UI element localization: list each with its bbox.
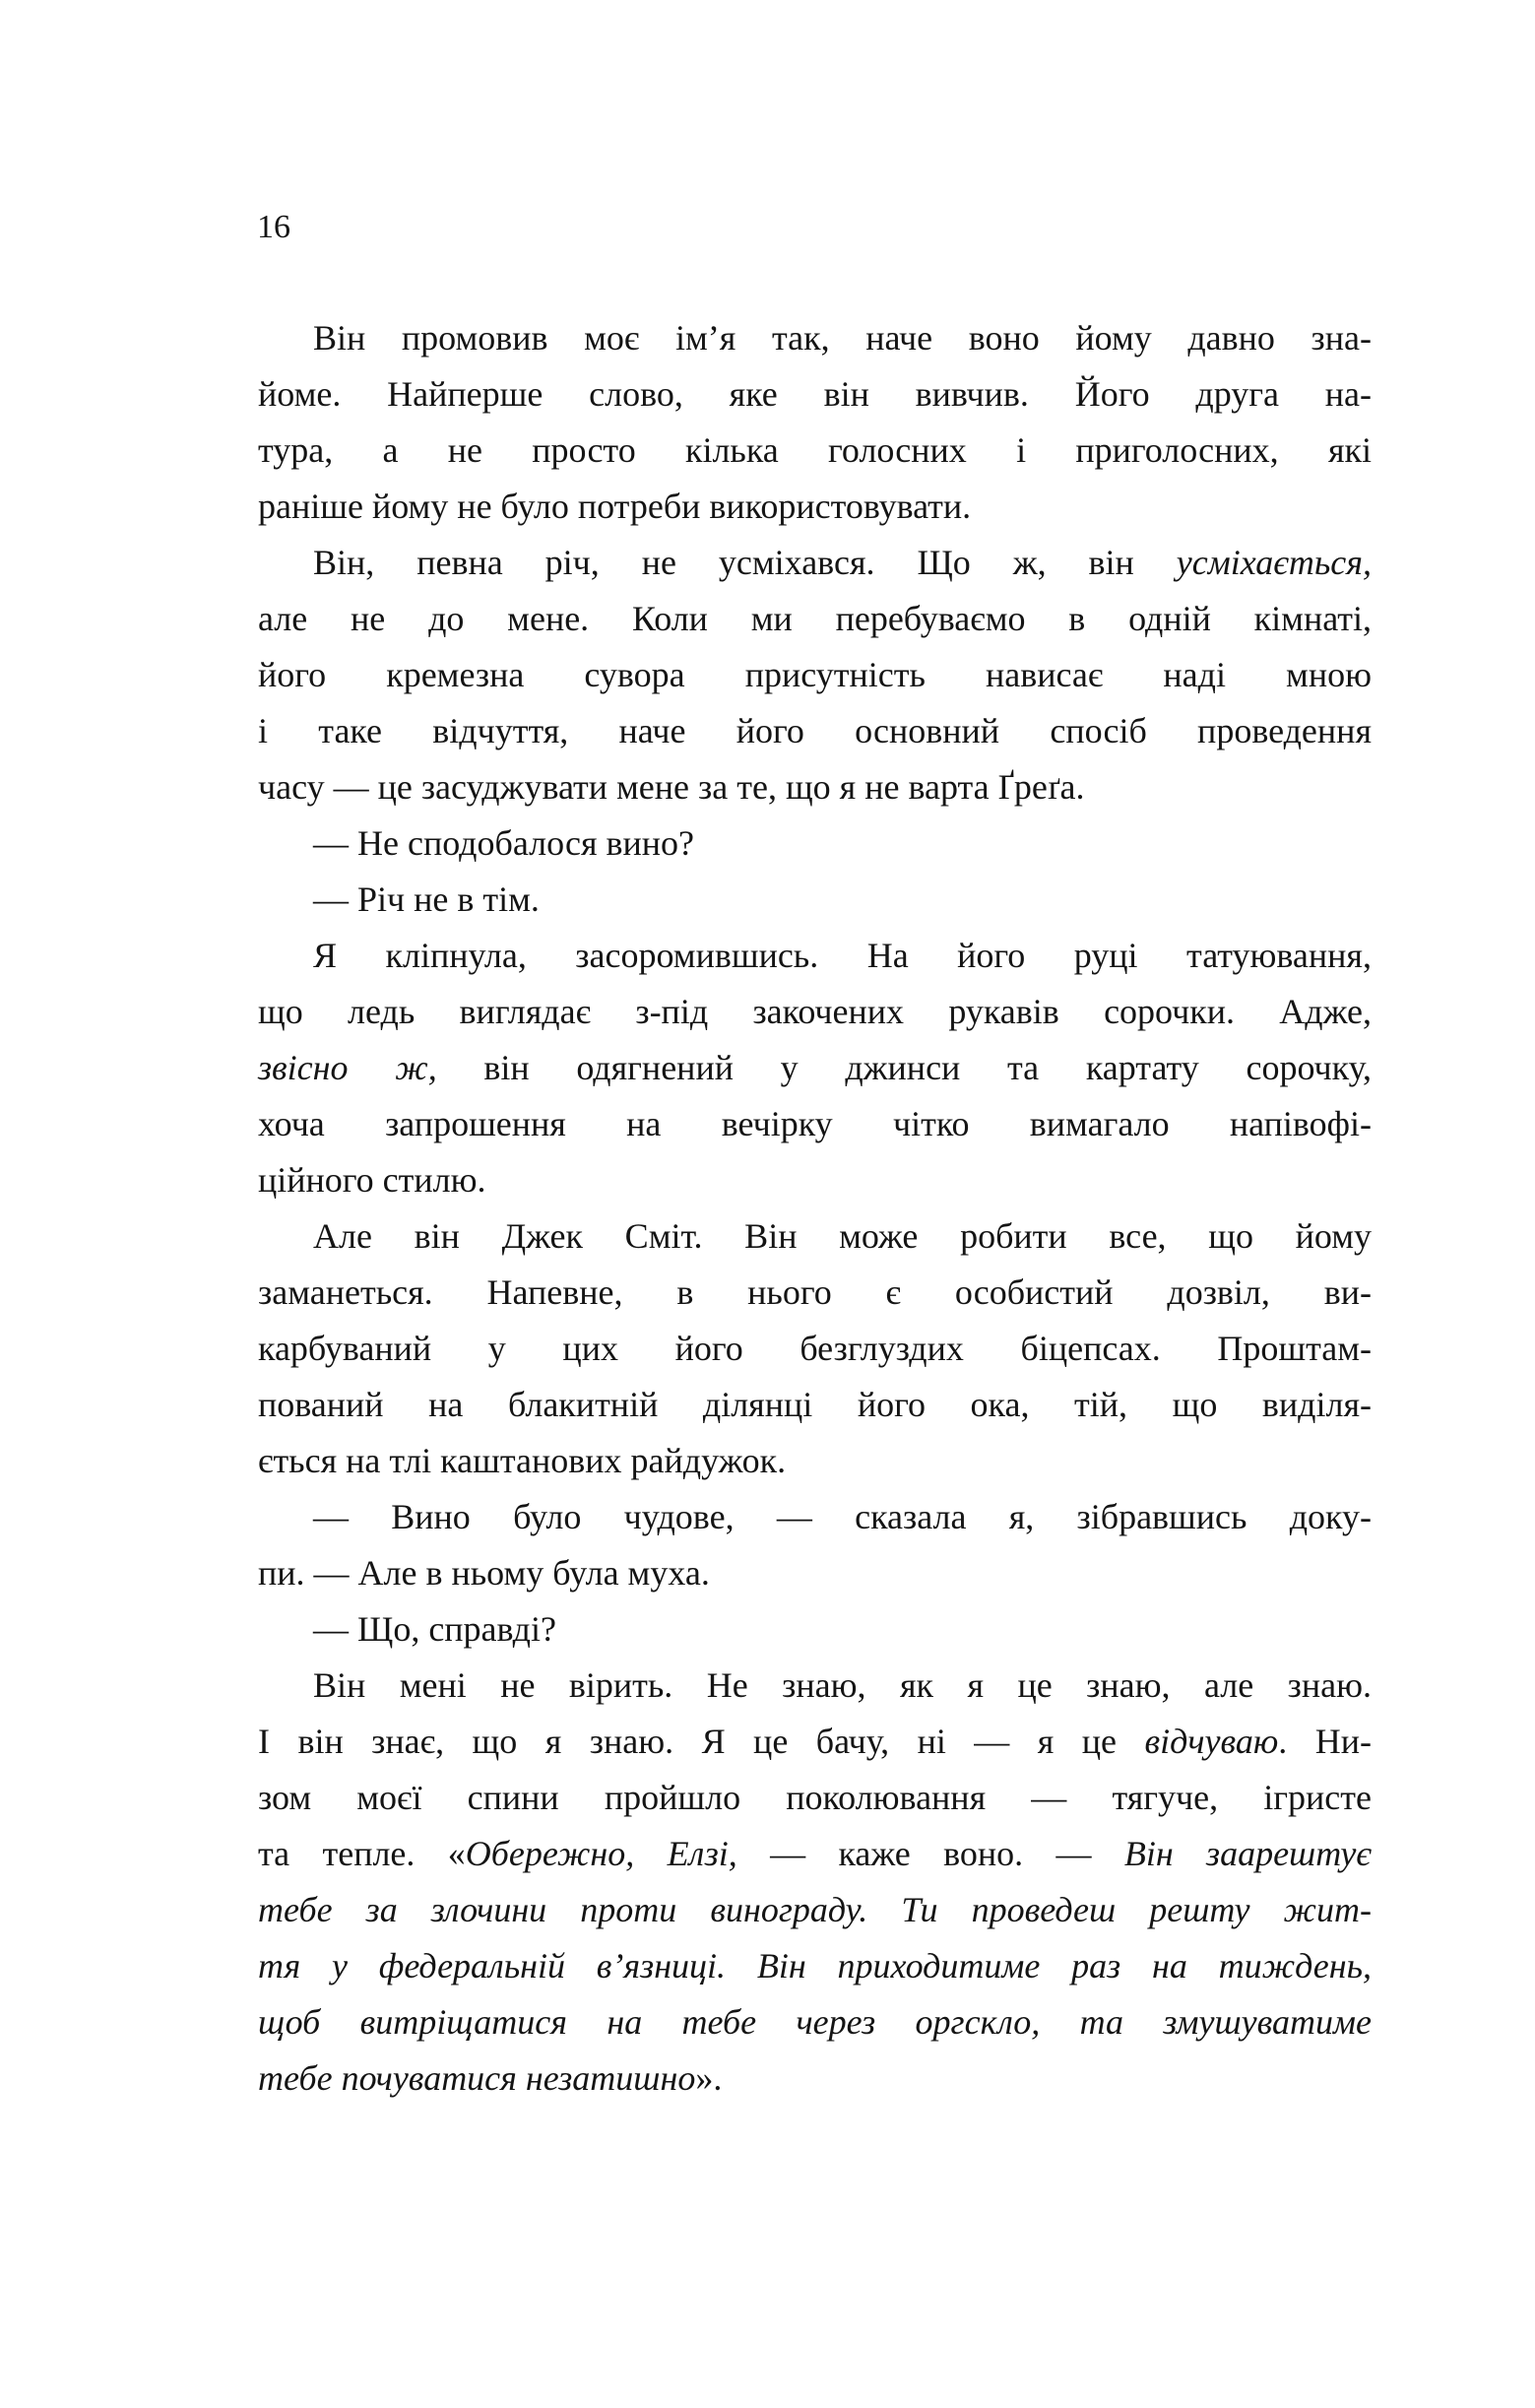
text-line [258, 1377, 1372, 1433]
text-run: що ледь виглядає з-під закочених рукавів сорочки. Адже, [258, 992, 1372, 1031]
text-line [258, 366, 1372, 423]
italic-text-run: Обережно, Елзі, [465, 1834, 737, 1873]
italic-text-run: відчуваю [1144, 1722, 1279, 1761]
text-run: ється на тлі каштанових райдужок. [258, 1441, 787, 1480]
text-run: І він знає, що я знаю. Я це бачу, ні — я це [258, 1722, 1145, 1761]
text-run: пований на блакитній ділянці його ока, тій, що виділя- [258, 1385, 1372, 1424]
text-run: йоме. Найперше слово, яке він вивчив. Його друга на- [258, 374, 1372, 414]
text-line [258, 479, 1372, 535]
text-line [258, 1265, 1372, 1321]
text-line [258, 1040, 1372, 1096]
paragraph [258, 928, 1372, 1208]
paragraph [258, 872, 1372, 928]
text-line [258, 984, 1372, 1040]
italic-text-run: Він заарештує [1123, 1834, 1372, 1873]
text-run: тура, а не просто кілька голосних і приголосних, які [258, 430, 1372, 470]
text-line [258, 1714, 1372, 1770]
italic-text-run: тебе почуватися незатишно [258, 2058, 696, 2098]
text-run: але не до мене. Коли ми перебуваємо в одній кімнаті, [258, 599, 1372, 638]
text-run: хоча запрошення на вечірку чітко вимагало напівофі- [258, 1104, 1372, 1143]
text-run: Він мені не вірить. Не знаю, як я це знаю, але знаю. [313, 1665, 1372, 1705]
italic-text-run: усміхається, [1176, 543, 1372, 582]
text-run: він одягнений у джинси та картату сорочку, [436, 1048, 1372, 1087]
text-line [258, 872, 1372, 928]
text-line [258, 1489, 1372, 1545]
text-run: і таке відчуття, наче його основний спосіб проведення [258, 711, 1372, 750]
text-run: — каже воно. — [736, 1834, 1124, 1873]
text-run: пи. — Але в ньому була муха. [258, 1553, 710, 1593]
text-line [258, 591, 1372, 647]
text-line [258, 1545, 1372, 1601]
paragraph [258, 1658, 1372, 2107]
text-run: — Річ не в тім. [313, 879, 540, 919]
text-run: Я кліпнула, засоромившись. На його руці татуювання, [313, 936, 1372, 975]
text-line [258, 759, 1372, 815]
text-run: Але він Джек Сміт. Він може робити все, що йому [313, 1216, 1372, 1256]
text-block [258, 310, 1372, 2107]
paragraph [258, 535, 1372, 815]
text-line [258, 535, 1372, 591]
paragraph [258, 1601, 1372, 1658]
text-line [258, 1096, 1372, 1152]
text-run: ційного стилю. [258, 1160, 486, 1200]
italic-text-run: звісно ж, [258, 1048, 437, 1087]
text-run: та тепле. « [258, 1834, 466, 1873]
paragraph [258, 815, 1372, 872]
text-run: Він промовив моє ім’я так, наче воно йому давно зна- [313, 318, 1372, 358]
text-line [258, 1770, 1372, 1826]
text-run: заманеться. Напевне, в нього є особистий дозвіл, ви- [258, 1272, 1372, 1312]
text-line [258, 1658, 1372, 1714]
text-line [258, 1826, 1372, 1882]
text-run: карбуваний у цих його безглуздих біцепсах. Проштам- [258, 1329, 1372, 1368]
text-line [258, 1938, 1372, 1994]
text-line [258, 1433, 1372, 1489]
paragraph [258, 1208, 1372, 1489]
text-line [258, 928, 1372, 984]
text-line [258, 1882, 1372, 1938]
text-run: . Ни- [1278, 1722, 1372, 1761]
text-run: раніше йому не було потреби використовувати. [258, 487, 972, 526]
text-run: ». [695, 2058, 723, 2098]
text-line [258, 647, 1372, 703]
text-run: часу — це засуджувати мене за те, що я не варта Ґреґа. [258, 767, 1085, 807]
paragraph [258, 1489, 1372, 1601]
text-run: його кремезна сувора присутність нависає наді мною [258, 655, 1372, 694]
text-run: зом моєї спини пройшло поколювання — тягуче, ігристе [258, 1778, 1372, 1817]
text-run: — Не сподобалося вино? [313, 823, 695, 863]
text-line [258, 423, 1372, 479]
text-line [258, 1601, 1372, 1658]
paragraph [258, 310, 1372, 535]
italic-text-run: тя у федеральній в’язниці. Він приходитиме раз на тиждень, [258, 1946, 1372, 1985]
text-line [258, 310, 1372, 366]
italic-text-run: тебе за злочини проти винограду. Ти проведеш решту жит- [258, 1890, 1372, 1929]
text-run: — Що, справді? [313, 1609, 556, 1649]
text-line [258, 703, 1372, 759]
text-line [258, 1152, 1372, 1208]
text-run: — Вино було чудове, — сказала я, зібравшись доку- [313, 1497, 1372, 1536]
text-run: Він, певна річ, не усміхався. Що ж, він [313, 543, 1177, 582]
text-line [258, 1208, 1372, 1265]
text-line [258, 1994, 1372, 2050]
italic-text-run: щоб витріщатися на тебе через оргскло, та змушуватиме [258, 2002, 1372, 2042]
text-line [258, 815, 1372, 872]
text-line [258, 2050, 1372, 2107]
text-line [258, 1321, 1372, 1377]
page-number: 16 [257, 209, 290, 245]
